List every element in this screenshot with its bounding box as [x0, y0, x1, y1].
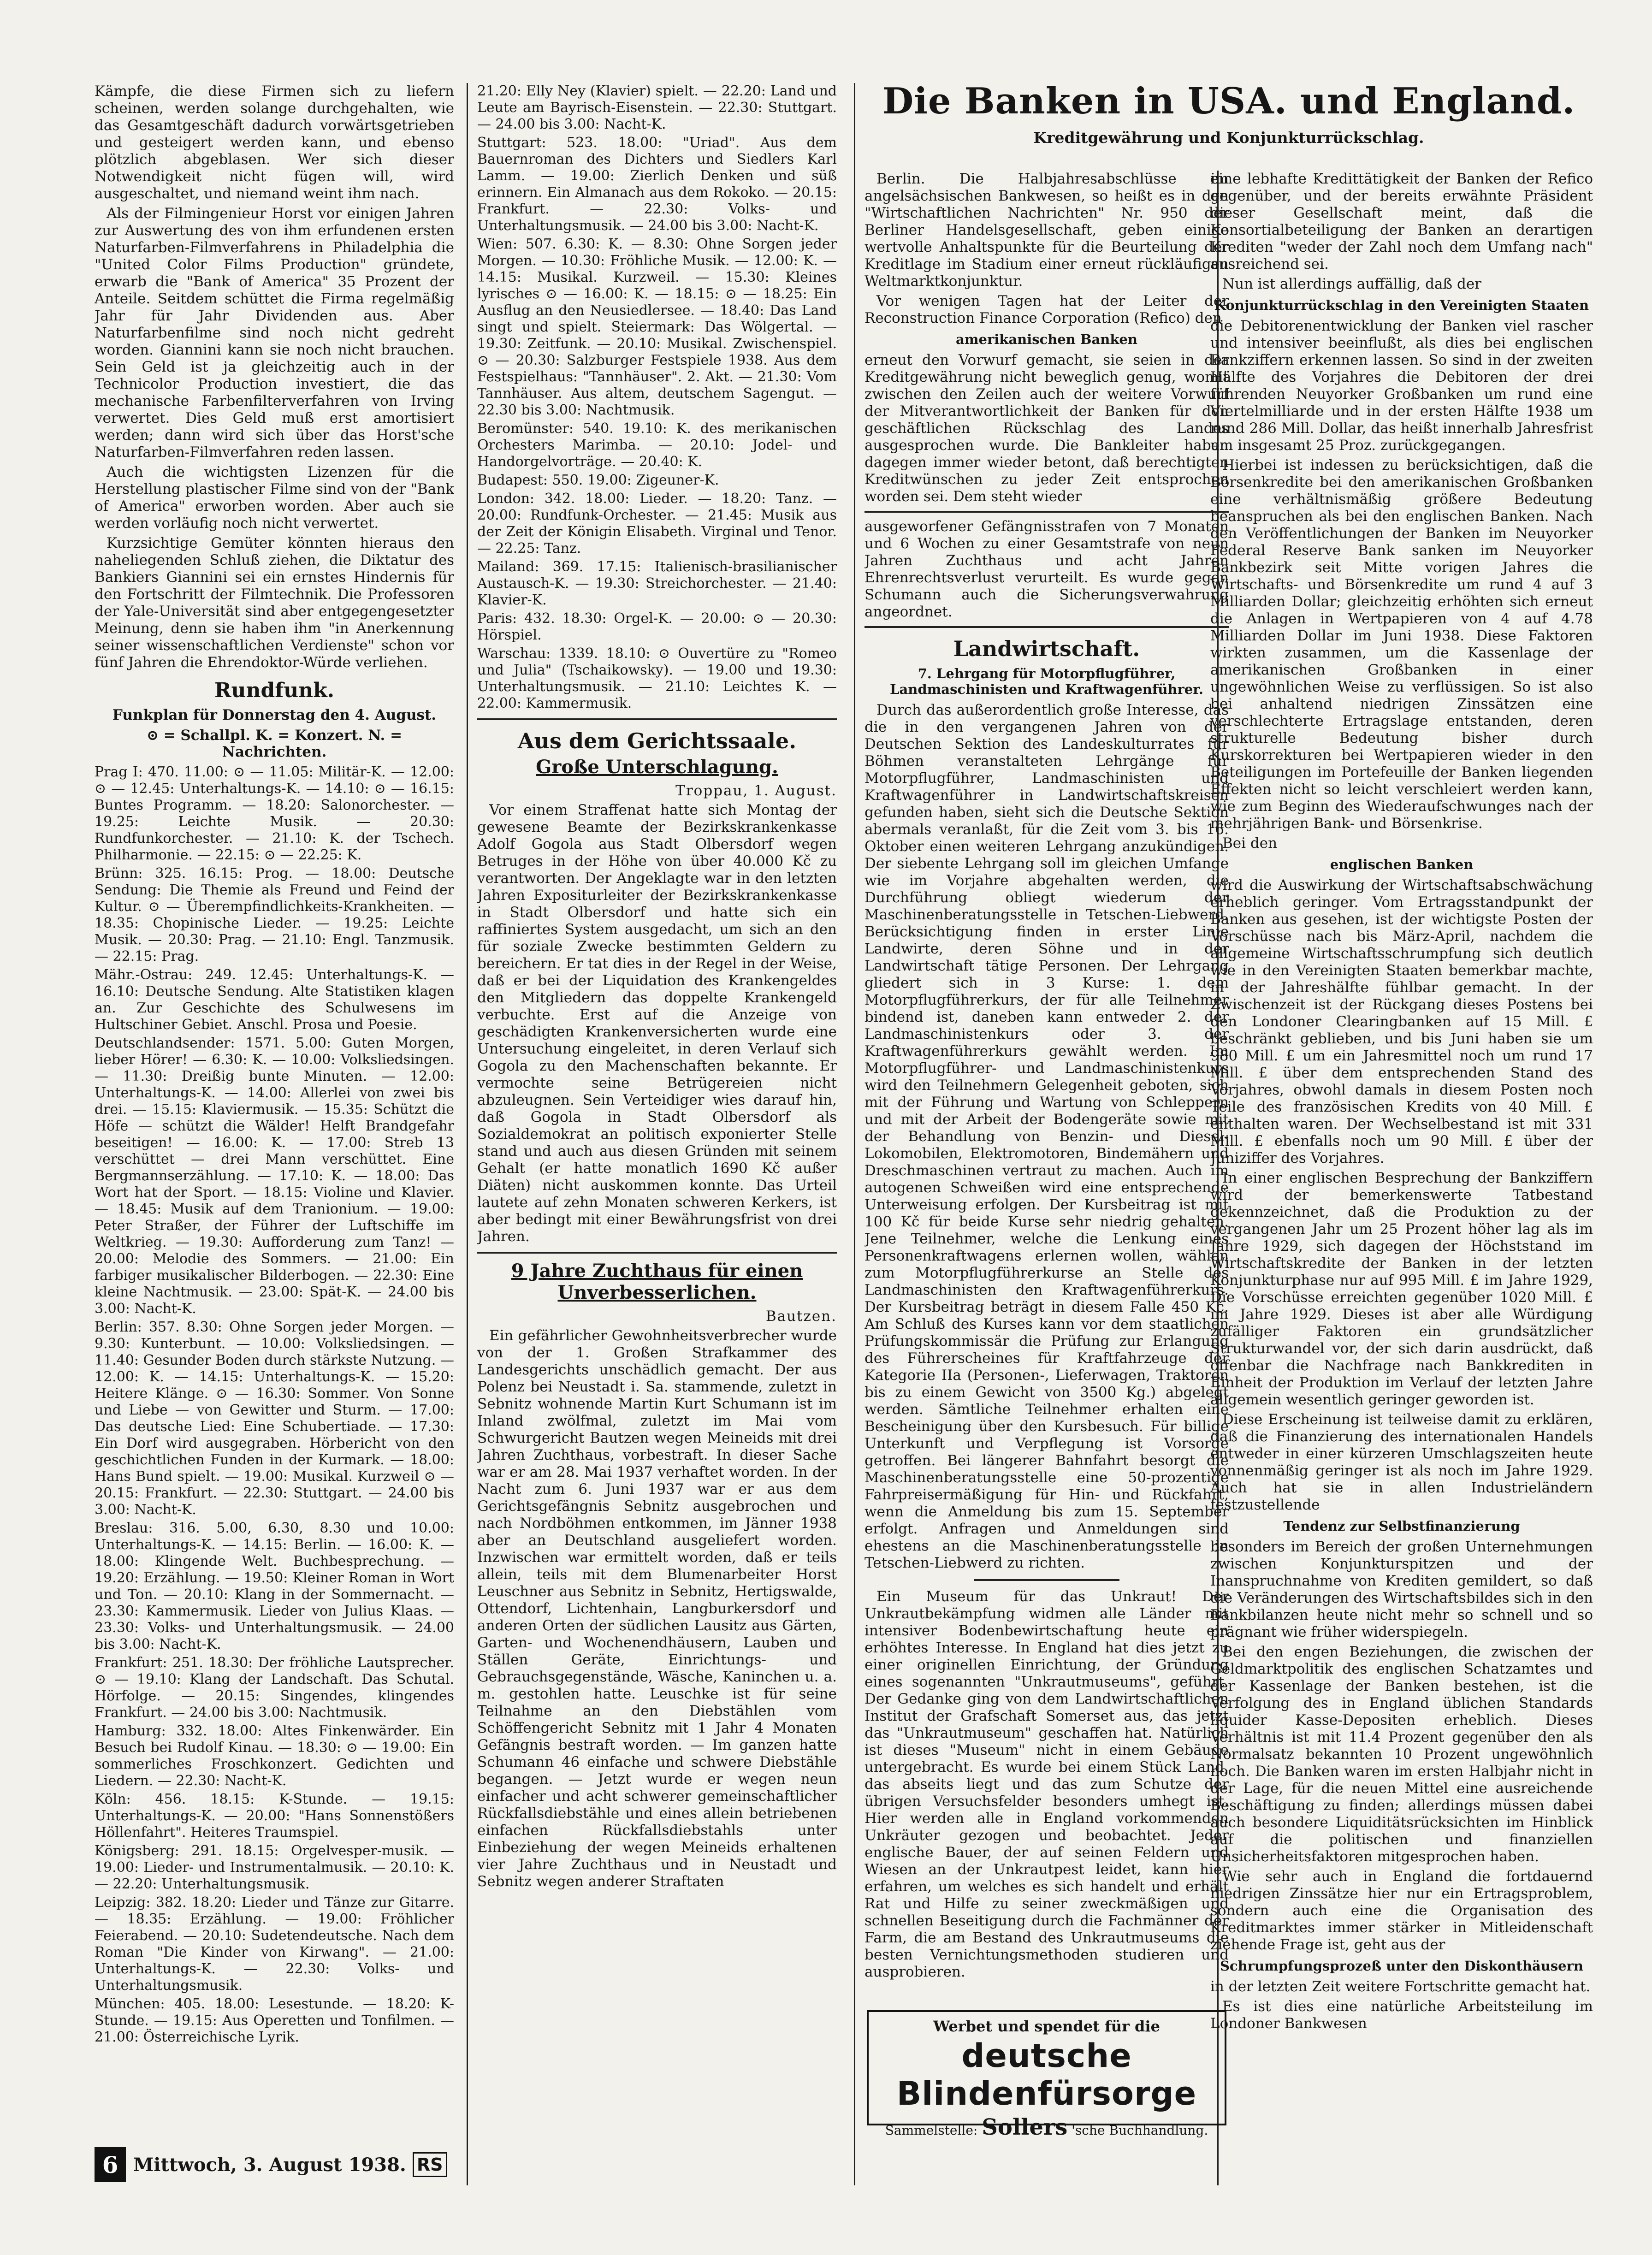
ad-buchhandlung: 'sche Buchhandlung. [1072, 2123, 1208, 2138]
subheading: amerikanischen Banken [956, 331, 1137, 347]
column-1 [95, 83, 454, 2153]
section-rule [864, 511, 1229, 513]
article-paragraph: in der letzten Zeit weitere Fortschritte gemacht hat. [1210, 1978, 1591, 1995]
rundfunk-subtitle: Funkplan für Donnerstag den 4. August. [112, 707, 437, 723]
radio-station-entry: Warschau: 1339. 18.10: ⊙ Ouvertüre zu "Romeo und Julia" (Tschaikowsky). — 19.00 und 19.30: Unterhaltungsmusik. — 21.10: Leichtes K. — 22.00: Kammermusik. [477, 645, 837, 711]
radio-station-entry: Leipzig: 382. 18.20: Lieder und Tänze zur Gitarre. — 18.35: Erzählung. — 19.00: Fröhlicher Feierabend. — 20.10: Sudetendeutsche. Nach dem Roman "Die Kinder von Kirwang". — 21.00: Unterhaltungs-K. — 22.30: Volks- und Unterhaltungsmusik. [95, 1894, 454, 1994]
article-paragraph: Vor wenigen Tagen hat der Leiter der Reconstruction Finance Corporation (Refico) den [864, 293, 1229, 326]
article-paragraph: Als der Filmingenieur Horst vor einigen Jahren zur Auswertung des von ihm erfundenen ersten Naturfarben-Filmverfahrens in Philadelphia die "United Color Films Production" gründete, erwarb die "Bank of America" 35 Prozent der Anteile. Seitdem schüttet die Firma regelmäßig Jahr für Jahr Dividenden aus. Aber Naturfarbenfilme sind noch nicht gedreht worden. Giannini kann sie noch nicht brauchen. Sein Geld ist ja gleichzeitig auch in der Technicolor Production investiert, die das mechanische Farbenfilterverfahren von Irving verwertet. Dies Geld muß erst amortisiert werden; dann wird sich über das Horst'sche Naturfarben-Filmverfahren reden lassen. [95, 205, 454, 461]
subheading: Schrumpfungsprozeß unter den Diskonthäusern [1220, 1958, 1583, 1974]
subheading: Konjunkturrückschlag in den Vereinigten Staaten [1214, 297, 1589, 313]
advertisement-blindenfuersorge [867, 2010, 1226, 2140]
article-paragraph: Bei den [1222, 835, 1278, 852]
article-paragraph: Ein Museum für das Unkraut! Der Unkrautbekämpfung widmen alle Länder mit intensiver Bodenbewirtschaftung heute ein erhöhtes Interesse. In England hat dies jetzt zu einer originellen Einrichtung, der Gründung eines sogenannten "Unkrautmuseums", geführt. Der Gedanke ging von dem Landwirtschaftlichen Institut der Grafschaft Somerset aus, das jetzt das "Unkrautmuseum" geschaffen hat. Natürlich ist dieses "Museum" nicht in einem Gebäude untergebracht. Es wurde bei einem Stück Land, das abseits liegt und das zum Schutze der übrigen Versuchsfelder besonders umhegt ist. Hier werden alle in England vorkommenden Unkräuter gezogen und beobachtet. Jeder englische Bauer, der auf seinen Feldern und Wiesen an der Unkrautpest leidet, kann hier erfahren, um welches es sich handelt und erhält Rat und Hilfe zu seiner zweckmäßigen und schnellen Beseitigung durch die Fachmänner der Farm, die am Bestand des Unkrautmuseums die besten Vernichtungsmethoden studieren und ausprobieren. [864, 1588, 1229, 1980]
section-title-landwirtschaft: Landwirtschaft. [953, 636, 1140, 661]
article-dateline: Troppau, 1. August. [675, 782, 837, 799]
radio-station-entry: Deutschlandsender: 1571. 5.00: Guten Morgen, lieber Hörer! — 6.30: K. — 10.00: Volksliedsingen. — 11.30: Dreißig bunte Minuten. — 12.00: Unterhaltungs-K. — 14.00: Allerlei von zwei bis drei. — 15.15: Klaviermusik. — 15.35: Schützt die Höfe — schützt die Wälder! Helft Brandgefahr beseitigen! — 16.00: K. — 17.00: Streb 13 verschüttet — drei Mann verschüttet. Eine Bergmannserzählung. — 17.10: K. — 18.00: Das Wort hat der Sport. — 18.15: Violine und Klavier. — 18.45: Musik auf dem Tranionium. — 19.00: Peter Straßer, der Führer der Luftschiffe im Weltkrieg. — 19.30: Aufforderung zum Tanz! — 20.00: Melodie des Sommers. — 21.00: Ein farbiger musikalischer Bilderbogen. — 22.30: Eine kleine Nachtmusik. — 23.00: Spät-K. — 24.00 bis 3.00: Nacht-K. [95, 1035, 454, 1317]
article-paragraph: Bei den engen Beziehungen, die zwischen der Geldmarktpolitik des englischen Schatzamtes und der Kassenlage der Banken bestehen, ist die Verfolgung des in England üblichen Standards liquider Kasse-Depositen erheblich. Dieses Verhältnis ist mit 11.4 Prozent gegenüber den als Normalsatz bekannten 10 Prozent ungewöhnlich hoch. Die Banken waren im ersten Halbjahr nicht in der Lage, für die neuen Mittel eine ausreichende Beschäftigung zu finden; allerdings müssen dabei auch besondere Liquiditätsrücksichten im Hinblick auf die politischen und finanziellen Unsicherheitsfaktoren mitgesprochen haben. [1210, 1644, 1593, 1865]
main-subheadline: Kreditgewährung und Konjunkturrückschlag. [1033, 129, 1424, 147]
issue-date: Mittwoch, 3. August 1938. [133, 2154, 406, 2176]
article-paragraph: Diese Erscheinung ist teilweise damit zu erklären, daß die Finanzierung des internationalen Handels entweder in einer kürzeren Umschlagszeiten heute vonnenmäßig geringer ist als noch im Jahre 1929. Auch hat sie in allen Industrieländern festzustellende [1210, 1411, 1593, 1513]
subheading: Tendenz zur Selbstfinanzierung [1283, 1518, 1520, 1534]
radio-station-entry: Paris: 432. 18.30: Orgel-K. — 20.00: ⊙ — 20.30: Hörspiel. [477, 610, 837, 643]
article-paragraph: Kurzsichtige Gemüter könnten hieraus den naheliegenden Schluß ziehen, die Diktatur des Bankiers Giannini sei ein ernstes Hindernis für den Fortschritt der Filmtechnik. Die Professoren der Yale-Universität sind aber entgegengesetzter Meinung, denn sie haben ihm "in Anerkennung seiner wissenschaftlichen Verdienste" schon vor fünf Jahren die Ehrendoktor-Würde verliehen. [95, 535, 454, 671]
column-rule [467, 83, 468, 2185]
article-paragraph: Hierbei ist indessen zu berücksichtigen, daß die Börsenkredite bei den amerikanischen Großbanken eine verhältnismäßig größere Bedeutung beanspruchen als bei den englischen Banken. Nach den Veröffentlichungen der Banken im Neuyorker Federal Reserve Bank sanken im Neuyorker Bankbezirk seit Mitte vorigen Jahres die Wirtschafts- und Börsenkredite um rund 4 auf 3 Milliarden Dollar; gleichzeitig erhöhten sich erneut die Anlagen in Wertpapieren von 4 auf 4.78 Milliarden Dollar im Juni 1938. Diese Faktoren wirkten zusammen, um die Kassenlage der amerikanischen Großbanken in einer ungewöhnlichen Weise zu verflüssigen. So ist also bei anhaltend niedrigen Zinssätzen eine verschlechterte Ertragslage entstanden, deren strukturelle Bedeutung bisher durch Kurskorrekturen bei Wertpapieren wieder in den Beteiligungen im Portefeuille der Banken liegenden Effekten nicht so leicht verschleiert werden kann, wie zum Beginn des Wiederaufschwunges nach der mehrjährigen Bank- und Börsenkrise. [1210, 457, 1593, 832]
ad-line-1: Werbet und spendet für die [933, 2018, 1160, 2035]
main-headline: Die Banken in USA. und England. [882, 80, 1575, 122]
section-rule [477, 718, 837, 720]
radio-station-entry: Budapest: 550. 19.00: Zigeuner-K. [477, 472, 719, 488]
column-rule [854, 83, 855, 2185]
article-paragraph: wird die Auswirkung der Wirtschaftsabschwächung erheblich geringer. Vom Ertragsstandpunkt der Banken aus gesehen, ist der wichtigste Posten der Vorschüsse nach bis März-April, nachdem die allgemeine Wirtschaftsschrumpfung sich deutlich wie in den Vereinigten Staaten bemerkbar machte, in der Jahreshälfte fühlbar gemacht. In der Zwischenzeit ist der Rückgang dieses Postens bei den Londoner Clearingbanken auf 15 Mill. £ beschränkt geblieben, und bis Juni haben sie um 980 Mill. £ um ein Jahresmittel noch um rund 17 Mill. £ über dem entsprechenden Stand des Vorjahres, obwohl damals in diesem Posten noch Teile des französischen Kredits von 40 Mill. £ enthalten waren. Der Wechselbestand ist mit 331 Mill. £ ebenfalls noch um 90 Mill. £ über der Juniziffer des Vorjahres. [1210, 877, 1593, 1166]
radio-station-entry: Brünn: 325. 16.15: Prog. — 18.00: Deutsche Sendung: Die Themie als Freund und Feind der Kultur. ⊙ — Überempfindlichkeits-Krankheiten. — 18.35: Chopinische Lieder. — 19.25: Leichte Musik. — 20.30: Prag. — 21.10: Engl. Tanzmusik. — 22.15: Prag. [95, 865, 454, 965]
ad-line-3 [869, 2114, 1225, 2140]
article-paragraph: In einer englischen Besprechung der Bankziffern wird der bemerkenswerte Tatbestand gekennzeichnet, daß die Produktion zu der vergangenen Jahr um 25 Prozent höher lag als im Jahre 1929, sich dagegen der Höchststand im Wirtschaftskredite der Banken in der letzten Konjunkturphase nur auf 995 Mill. £ im Jahre 1929, Die Vorschüsse erreichten gegenüber 1020 Mill. £ im Jahre 1929. Dieses ist aber alle Würdigung zufälliger Faktoren ein grundsätzlicher Strukturwandel vor, der sich darin ausdrückt, daß offenbar die Nachfrage nach Bankkrediten in Einheit der Produktion im Verlauf der letzten Jahre allgemein wesentlich geringer geworden ist. [1210, 1170, 1593, 1408]
article-paragraph: die Debitorenentwicklung der Banken viel rascher und intensiver beeinflußt, als dies bei englischen Bankziffern erkennen lassen. So sind in der zweiten Hälfte des Vorjahres die Debitoren der drei führenden Neuyorker Großbanken um rund eine Viertelmilliarde und in der ersten Hälfte 1938 um rund 286 Mill. Dollar, das heißt innerhalb Jahresfrist um insgesamt 25 Proz. zurückgegangen. [1210, 318, 1593, 454]
article-paragraph: Vor einem Straffenat hatte sich Montag der gewesene Beamte der Bezirkskrankenkasse Adolf Gogola aus Stadt Olbersdorf wegen Betruges in der Höhe von über 40.000 Kč zu verantworten. Der Angeklagte war in den letzten Jahren Expositurleiter der Bezirkskrankenkasse in Stadt Olbersdorf und hatte sich ein raffiniertes System ausgedacht, um sich an den für soziale Zwecke bestimmten Geldern zu bereichern. Er tat dies in der Regel in der Weise, daß er bei der Liquidation des Krankengeldes den Mitgliedern das doppelte Krankengeld verbuchte. Erst auf die Anzeige von geschädigten Krankenversicherten wurde eine Untersuchung eingeleitet, in deren Verlauf sich Gogola zu den Machenschaften bekannte. Er vermochte seine Betrügereien nicht abzuleugnen. Sein Verteidiger wies darauf hin, daß Gogola in Stadt Olbersdorf als Sozialdemokrat an politisch exponierter Stelle stand und auch aus diesen Gründen mit seinem Gehalt (er hatte monatlich 1690 Kč außer Diäten) nicht auskommen konnte. Das Urteil lautete auf zehn Monaten schweren Kerkers, ist aber bedingt mit einer Bewährungsfrist von drei Jahren. [477, 802, 837, 1245]
section-rule [974, 1579, 1119, 1581]
main-header [864, 81, 1593, 151]
article-paragraph: besonders im Bereich der großen Unternehmungen zwischen Konjunkturspitzen und der Inanspruchnahme von Krediten gemildert, so daß die Veränderungen des Wirtschaftsbildes sich in den Bankbilanzen heute nicht mehr so schnell und so prägnant wie früher widerspiegeln. [1210, 1539, 1593, 1640]
article-paragraph: Nun ist allerdings auffällig, daß der [1222, 276, 1481, 292]
article-paragraph: Auch die wichtigsten Lizenzen für die Herstellung plastischer Filme sind von der "Bank of America" erworben worden. Aber auch sie werden vorläufig noch nicht verwertet. [95, 464, 454, 532]
section-title-court: Aus dem Gerichtssaale. [517, 728, 797, 753]
article-paragraph: Kämpfe, die diese Firmen sich zu liefern scheinen, werden solange durchgehalten, wie das Gesamtgeschäft dadurch vorwärtsgetrieben und gesteigert werden kann, und ebenso plötzlich abgeblasen. Wer sich dieser Notwendigkeit nicht fügen will, wird ausgeschaltet, und niemand weint ihm nach. [95, 83, 454, 202]
radio-station-entry: Mähr.-Ostrau: 249. 12.45: Unterhaltungs-K. — 16.10: Deutsche Sendung. Alte Statistiken klagen an. Zur Geschichte des Schulwesens im Hultschiner Gebiet. Anschl. Prosa und Poesie. [95, 967, 454, 1033]
radio-station-entry: Hamburg: 332. 18.00: Altes Finkenwärder. Ein Besuch bei Rudolf Kinau. — 18.30: ⊙ — 19.00: Ein sommerliches Froschkonzert. Gedichten und Liedern. — 22.30: Nacht-K. [95, 1723, 454, 1789]
article-paragraph: Wie sehr auch in England die fortdauernd niedrigen Zinssätze hier nur ein Ertragsproblem, sondern auch eine die Organisation des Kreditmarktes immer stärker in Mitleidenschaft ziehende Frage ist, geht aus der [1210, 1868, 1593, 1953]
ad-sollers: Sollers [982, 2114, 1068, 2140]
radio-station-entry: Wien: 507. 6.30: K. — 8.30: Ohne Sorgen jeder Morgen. — 10.30: Fröhliche Musik. — 12.00: K. — 14.15: Musikal. Kurzweil. — 15.30: Kleines lyrisches ⊙ — 16.00: K. — 18.15: ⊙ — 18.25: Ein Ausflug an den Neusiedlersee. — 18.40: Das Land singt und spielt. Steiermark: Das Wölgertal. — 19.30: Zeitfunk. — 20.10: Musikal. Zwischenspiel. ⊙ — 20.30: Salzburger Festspiele 1938. Aus dem Festspielhaus: "Tannhäuser". 2. Akt. — 21.30: Vom Tannhäuser. Aus altem, deutschem Sagengut. — 22.30 bis 3.00: Nachtmusik. [477, 236, 837, 418]
rundfunk-legend: ⊙ = Schallpl. K. = Konzert. N. = Nachrichten. [146, 727, 403, 760]
article-paragraph: Berlin. Die Halbjahresabschlüsse im angelsächsischen Bankwesen, so heißt es in den "Wirtschaftlichen Nachrichten" Nr. 950 der Berliner Handelsgesellschaft, geben einige wertvolle Anhaltspunkte für die Beurteilung der Kreditlage im Stadium einer erneut rückläufigen Weltmarktkonjunktur. [864, 171, 1229, 290]
ad-line-2: deutsche Blindenfürsorge [896, 2037, 1197, 2113]
article-paragraph: Ein gefährlicher Gewohnheitsverbrecher wurde von der 1. Großen Strafkammer des Landesgerichts unschädlich gemacht. Der aus Polenz bei Neustadt i. Sa. stammende, zuletzt in Sebnitz wohnende Martin Kurt Schumann ist im Inland zwölfmal, zuletzt im Mai vom Schwurgericht Bautzen wegen Meineids mit drei Jahren Zuchthaus, vorbestraft. In dieser Sache war er am 28. Mai 1937 verhaftet worden. In der Nacht zum 6. Juni 1937 war er aus dem Gerichtsgefängnis Sebnitz ausgebrochen und nach Nordböhmen entkommen, im Jänner 1938 aber an Deutschland ausgeliefert worden. Inzwischen war ermittelt worden, daß er teils allein, teils mit dem Blumenarbeiter Horst Leuschner aus Sebnitz in Sebnitz, Hertigswalde, Ottendorf, Lichtenhain, Langburkersdorf und anderen Orten der südlichen Lausitz aus Gärten, Garten- und Wochenendhäusern, Lauben und Ställen Geräte, Einrichtungs- und Gebrauchsgegenstände, Wäsche, Kaninchen u. a. m. gestohlen hatte. Leuschke ist für seine Teilnahme an den Diebstählen vom Schöffengericht Sebnitz mit 1 Jahr 4 Monaten Gefängnis bestraft worden. — Im ganzen hatte Schumann 46 einfache und schwere Diebstähle begangen. — Jetzt wurde er wegen neun einfacher und acht schwerer gemeinschaftlicher Rückfallsdiebstähle und eines allein betriebenen einfachen Rückfallsdiebstahls unter Einbeziehung der wegen Meineids erhaltenen vier Jahre Zuchthaus und in Neustadt und Sebnitz wegen anderer Straftaten [477, 1327, 837, 1890]
article-paragraph: Durch das außerordentlich große Interesse, das die in den vergangenen Jahren von der Deutschen Sektion des Landeskulturrates für Böhmen veranstalteten Lehrgänge für Motorpflugführer, Landmaschinisten und Kraftwagenführer in Landwirtschaftskreisen gefunden haben, sieht sich die Deutsche Sektion abermals veranlaßt, für die Zeit vom 3. bis 16. Oktober einen weiteren Lehrgang anzukündigen. Der siebente Lehrgang soll im gleichen Umfange wie im Vorjahre abgehalten werden, die Durchführung obliegt wiederum der Maschinenberatungsstelle in Tetschen-Liebwerd. Berücksichtigung finden in erster Linie Landwirte, deren Söhne und in der Landwirtschaft tätige Personen. Der Lehrgang gliedert sich in 3 Kurse: 1. dem Motorpflugführerkurs, der für alle Teilnehmer bindend ist, daneben kann entweder 2. der Landmaschinistenkurs oder 3. der Kraftwagenführerkurs gewählt werden. Im Motorpflugführer- und Landmaschinistenkurs wird den Teilnehmern Gelegenheit geboten, sich mit der Führung und Wartung von Schleppern und mit der Arbeit der Bodengeräte sowie mit der Behandlung von Benzin- und Diesel-Lokomobilen, Elektromotoren, Bindemähern und Dreschmaschinen vertraut zu machen. Auch im autogenen Schweißen wird eine entsprechende Unterweisung erfolgen. Der Kursbeitrag ist mit 100 Kč für beide Kurse sehr niedrig gehalten. Jene Teilnehmer, welche die Lenkung eines Personenkraftwagens erlernen wollen, wählen zum Motorpflugführerkurse an Stelle des Landmaschinisten den Kraftwagenführerkurs. Der Kursbeitrag beträgt in diesem Falle 450 Kč. Am Schluß des Kurses kann vor dem staatlichen Prüfungskommissär die Prüfung zur Erlangung des Führerscheines für Kraftfahrzeuge der Kategorie IIa (Personen-, Lieferwagen, Traktoren bis zu einem Gewicht von 3500 Kg.) abgelegt werden. Sämtliche Teilnehmer erhalten eine Bescheinigung über den Kursbesuch. Für billige Unterkunft und Verpflegung ist Vorsorge getroffen. Bei längerer Bahnfahrt besorgt die Maschinenberatungsstelle eine 50-prozentige Fahrpreisermäßigung für Hin- und Rückfahrt, wenn die Anmeldung bis zum 15. September erfolgt. Anfragen und Anmeldungen sind ehestens an die Maschinenberatungsstelle in Tetschen-Liebwerd zu richten. [864, 702, 1229, 1571]
radio-station-entry: Königsberg: 291. 18.15: Orgelvesper-musik. — 19.00: Lieder- und Instrumentalmusik. — 20.10: K. — 22.20: Unterhaltungsmusik. [95, 1843, 454, 1892]
newspaper-logo: RS [413, 2152, 447, 2177]
radio-station-entry: Berlin: 357. 8.30: Ohne Sorgen jeder Morgen. — 9.30: Kunterbunt. — 10.00: Volksliedsingen. — 11.40: Gesunder Boden durch stärkste Nutzung. — 12.00: K. — 14.15: Unterhaltungs-K. — 15.20: Heitere Klänge. ⊙ — 16.30: Sommer. Von Sonne und Liebe — von Gewitter und Sturm. — 17.00: Das deutsche Lied: Eine Schubertiade. — 17.30: Ein Dorf wird ausgegraben. Hörbericht von den geschichtlichen Funden in der Kurmark. — 18.00: Hans Bund spielt. — 19.00: Musikal. Kurzweil ⊙ — 20.15: Frankfurt. — 22.30: Stuttgart. — 24.00 bis 3.00: Nacht-K. [95, 1319, 454, 1518]
radio-station-entry: Breslau: 316. 5.00, 6.30, 8.30 und 10.00: Unterhaltungs-K. — 14.15: Berlin. — 16.00: K. — 18.00: Klingende Welt. Buchbesprechung. — 19.20: Erzählung. — 19.50: Kleiner Roman in Wort und Ton. — 20.10: Klang in der Sommernacht. — 23.30: Kammermusik. Lieder von Julius Klaas. — 23.30: Volks- und Unterhaltungsmusik. — 24.00 bis 3.00: Nacht-K. [95, 1520, 454, 1652]
article-title-zuchthaus: 9 Jahre Zuchthaus für einen Unverbesserlichen. [511, 1260, 803, 1303]
radio-station-entry: Köln: 456. 18.15: K-Stunde. — 19.15: Unterhaltungs-K. — 20.00: "Hans Sonnenstößers Höllenfahrt". Heiteres Traumspiel. [95, 1791, 454, 1841]
page-number: 6 [95, 2147, 126, 2182]
column-3 [864, 171, 1229, 1996]
column-2 [477, 83, 837, 2195]
radio-station-entry: Beromünster: 540. 19.10: K. des merikanischen Orchesters Marimba. — 20.10: Jodel- und Handorgelvorträge. — 20.40: K. [477, 420, 837, 470]
section-rule [477, 1252, 837, 1254]
radio-station-entry: Prag I: 470. 11.00: ⊙ — 11.05: Militär-K. — 12.00: ⊙ — 12.45: Unterhaltungs-K. — 14.10: ⊙ — 16.15: Buntes Programm. — 18.20: Salonorchester. — 19.25: Leichte Musik. — 20.30: Rundfunkorchester. — 21.10: K. der Tschech. Philharmonie. — 22.15: ⊙ — 22.25: K. [95, 764, 454, 863]
page-footer [95, 2144, 454, 2185]
radio-station-entry: Stuttgart: 523. 18.00: "Uriad". Aus dem Bauernroman des Dichters und Siedlers Karl Lamm. — 19.00: Zierlich Denken und süß erinnern. Ein Almanach aus dem Rokoko. — 20.15: Frankfurt. — 22.30: Volks- und Unterhaltungsmusik. — 24.00 bis 3.00: Nacht-K. [477, 135, 837, 234]
column-4 [1210, 171, 1593, 2185]
article-title-lehrgang: 7. Lehrgang für Motorpflugführer, Landmaschinisten und Kraftwagenführer. [890, 666, 1203, 697]
radio-station-entry: Frankfurt: 251. 18.30: Der fröhliche Lautsprecher. ⊙ — 19.10: Klang der Landschaft. Das Schutal. Hörfolge. — 20.15: Singendes, klingendes Frankfurt. — 24.00 bis 3.00: Nachtmusik. [95, 1655, 454, 1721]
article-dateline: Bautzen. [765, 1308, 837, 1325]
section-rule [864, 626, 1229, 628]
article-paragraph: erneut den Vorwurf gemacht, sie seien in der Kreditgewährung nicht beweglich genug, womit zwischen den Zeilen auch der weitere Vorwurf der Mitverantwortlichkeit der Banken für den geschäftlichen Rückschlag des Landes ausgesprochen wurde. Die Bankleiter haben dagegen immer wieder betont, daß berechtigten Kreditwünschen zu jeder Zeit entsprochen worden sei. Dem steht wieder [864, 352, 1229, 505]
subheading: englischen Banken [1330, 857, 1474, 872]
radio-station-entry: München: 405. 18.00: Lesestunde. — 18.20: K-Stunde. — 19.15: Aus Operetten und Tonfilmen. — 21.00: Österreichische Lyrik. [95, 1996, 454, 2045]
radio-station-entry: London: 342. 18.00: Lieder. — 18.20: Tanz. — 20.00: Rundfunk-Orchester. — 21.45: Musik aus der Zeit der Königin Elisabeth. Virginal und Tenor. — 22.25: Tanz. [477, 491, 837, 556]
article-paragraph: Es ist dies eine natürliche Arbeitsteilung im Londoner Bankwesen [1210, 1998, 1593, 2032]
section-title-rundfunk: Rundfunk. [214, 679, 335, 702]
article-paragraph: eine lebhafte Kredittätigkeit der Banken der Refico gegenüber, und der bereits erwähnte Präsident dieser Gesellschaft meint, daß die Konsortialbeteiligung der Banken an derartigen Krediten "weder der Zahl noch dem Umfang nach" ausreichend sei. [1210, 171, 1593, 272]
article-paragraph: ausgeworfener Gefängnisstrafen von 7 Monaten und 6 Wochen zu einer Gesamtstrafe von neun Jahren Zuchthaus und acht Jahren Ehrenrechtsverlust verurteilt. Es wurde gegen Schumann auch die Sicherungsverwahrung angeordnet. [864, 518, 1229, 620]
radio-station-entry: Mailand: 369. 17.15: Italienisch-brasilianischer Austausch-K. — 19.30: Streichorchester. — 21.40: Klavier-K. [477, 559, 837, 608]
radio-station-entry: 21.20: Elly Ney (Klavier) spielt. — 22.20: Land und Leute am Bayrisch-Eisenstein. — 22.30: Stuttgart. — 24.00 bis 3.00: Nacht-K. [477, 83, 837, 132]
ad-sammelstelle: Sammelstelle: [885, 2123, 978, 2138]
article-title-unterschlagung: Große Unterschlagung. [536, 756, 778, 778]
